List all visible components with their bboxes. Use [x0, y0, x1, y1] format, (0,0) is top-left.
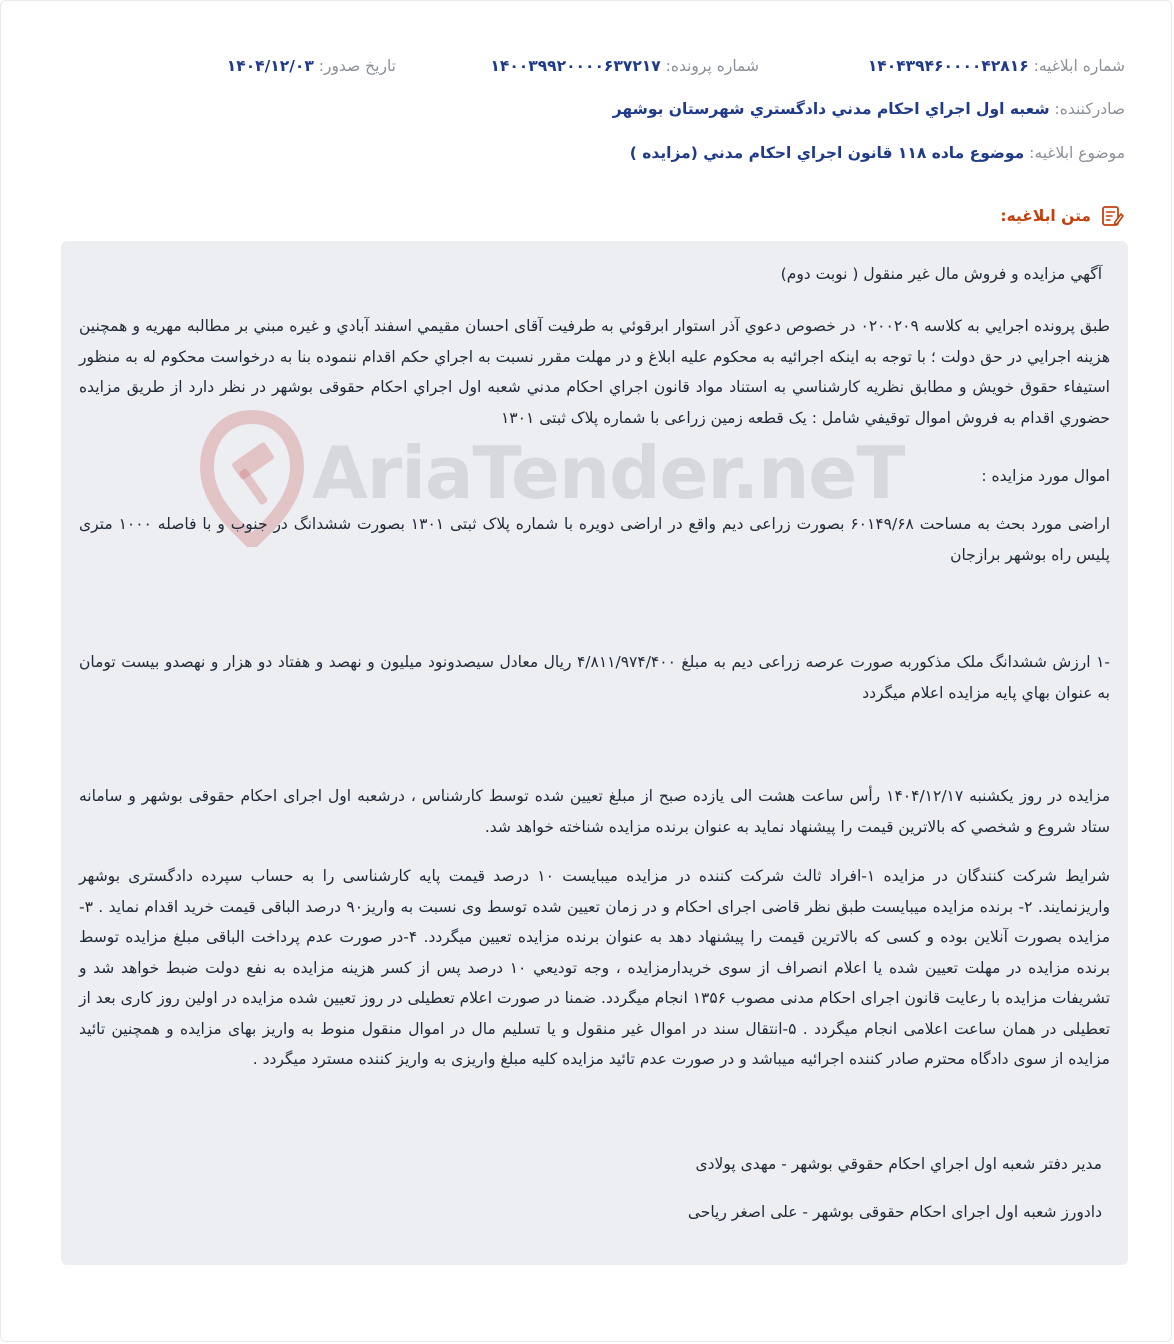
- case-number-label: شماره پرونده:: [665, 57, 759, 75]
- watermark-text: AriaTender.neT: [312, 431, 905, 515]
- issue-date: [227, 57, 396, 83]
- notice-text-heading: [1000, 202, 1125, 230]
- signature-bailiff: دادورز شعبه اول اجرای احکام حقوقی بوشهر - علی اصغر رياحی: [687, 1203, 1102, 1221]
- signature-office-manager: مدير دفتر شعبه اول اجراي احكام حقوقي بوشهر - مهدی پولادی: [695, 1155, 1102, 1173]
- paragraph-case-details: طبق پرونده اجرايي به كلاسه ۰۲۰۰۲۰۹ در خصوص دعوي آذر استوار ابرقوئي به طرفيت آقای احسان مقيمي اسفند آبادي و غيره مبني بر مطالبه مهريه و همچنين هزينه اجرايي در حق دولت ؛ با توجه به اينكه اجرائيه به محكوم عليه ابلاغ و در مهلت مقرر نسبت به اجراي حكم اقدام ننموده بنا به درخواست محكوم له به منظور استيفاء حقوق خويش و مطابق نظريه كارشناسي به استناد مواد قانون اجراي احكام مدني شعبه اول اجراي احكام حقوقی بوشهر در نظر دارد از طريق مزايده حضوري اقدام به فروش اموال توقيفي شامل : يک قطعه زمين زراعی با شماره پلاک ثبتی ۱۳۰۱: [79, 317, 1110, 427]
- paragraph-property-description: اراضی مورد بحث به مساحت ۶۰۱۴۹/۶۸ بصورت زراعی ديم واقع در اراضی دويره با شماره پلاک ثبتی ۱۳۰۱ بصورت ششدانگ در جنوب و با فاصله ۱۰۰۰ متری پليس راه بوشهر برازجان: [79, 515, 1111, 564]
- paragraph-property-heading: اموال مورد مزايده :: [981, 467, 1110, 485]
- notice-number-value: ۱۴۰۴۳۹۴۶۰۰۰۰۴۲۸۱۶: [867, 57, 1029, 75]
- issuer-label: صادرکننده:: [1054, 100, 1125, 118]
- issue-date-value: ۱۴۰۴/۱۲/۰۳: [226, 57, 314, 75]
- subject-label: موضوع ابلاغیه:: [1029, 144, 1125, 162]
- notice-subject: [630, 144, 1125, 162]
- document-icon: [1099, 203, 1125, 229]
- issue-date-label: تاریخ صدور:: [318, 57, 396, 75]
- paragraph-base-price: -۱ ارزش ششدانگ ملک مذكوربه صورت عرصه زراعی ديم به مبلغ ۴/۸۱۱/۹۷۴/۴۰۰ ريال معادل سيصدونود ميليون و نهصد و هفتاد دو هزار و نهصدو بيست تومان به عنوان بهاي پايه مزايده اعلام ميگردد: [79, 653, 1110, 702]
- auction-title: آگهي مزايده و فروش مال غير منقول ( نوبت دوم): [780, 265, 1102, 283]
- notice-body-panel: [61, 241, 1128, 1265]
- paragraph-conditions: شرايط شرکت کنندگان در مزايده ۱-افراد ثالث شرکت کننده در مزايده ميبايست ۱۰ درصد قيمت پايه کارشناسی را به حساب سپرده دادگستری بوشهر واريزنمايند. ۲- برنده مزايده ميبايست طبق نظر قاضی اجرای احکام و در زمان تعيين شده توسط وی نسبت به واريز۹۰ درصد الباقی قيمت خريد اقدام نمايد . ۳- مزايده بصورت آنلاين بوده و کسی که بالاترين قيمت را پيشنهاد دهد به عنوان برنده مزايده تعيين ميگردد. ۴-در صورت عدم پرداخت الباقی مبلغ مزايده توسط برنده مزايده در مهلت تعيين شده يا اعلام انصراف از سوی خريدارمزايده ، وجه توديعي ۱۰ درصد پس از كسر هزينه مزايده به نفع دولت ضبط خواهد شد و تشريفات مزايده با رعايت قانون اجرای احکام مدنی مصوب ۱۳۵۶ انجام ميگردد. ضمنا در صورت اعلام تعطيلی در روز تعيين شده مزايده در اولين روز کاری بعد از تعطيلی در همان ساعت اعلامی انجام ميگردد . ۵-انتقال سند در اموال غير منقول و يا تسليم مال در اموال منقول منوط به واريز بهای مزايده و همچنين تائيد مزايده از سوی دادگاه محترم صادر کننده اجرائيه ميباشد و در صورت عدم تائيد مزايده کليه مبلغ واريزی به واريز کننده مسترد ميگردد .: [79, 867, 1111, 1068]
- notice-text-title: متن ابلاغیه:: [1000, 207, 1091, 225]
- subject-value: موضوع ماده ۱۱۸ قانون اجراي احكام مدني (مزايده ): [629, 144, 1025, 162]
- paragraph-auction-time: مزايده در روز يکشنبه ۱۴۰۴/۱۲/۱۷ رأس ساعت هشت الی يازده صبح از مبلغ تعيين شده توسط كارشناس ، درشعبه اول اجرای احكام حقوقی بوشهر و سامانه ستاد شروع و شخصي كه بالاترين قيمت را پيشنهاد نمايد به عنوان برنده مزايده شناخته خواهد شد.: [79, 787, 1110, 836]
- notice-number-label: شماره ابلاغیه:: [1033, 57, 1125, 75]
- notice-number: [868, 57, 1125, 83]
- issuer-value: شعبه اول اجراي احكام مدني دادگستري شهرستان بوشهر: [612, 100, 1050, 118]
- issuer: [613, 100, 1125, 118]
- case-number: [490, 57, 759, 83]
- case-number-value: ۱۴۰۰۳۹۹۲۰۰۰۰۶۳۷۲۱۷: [490, 57, 661, 75]
